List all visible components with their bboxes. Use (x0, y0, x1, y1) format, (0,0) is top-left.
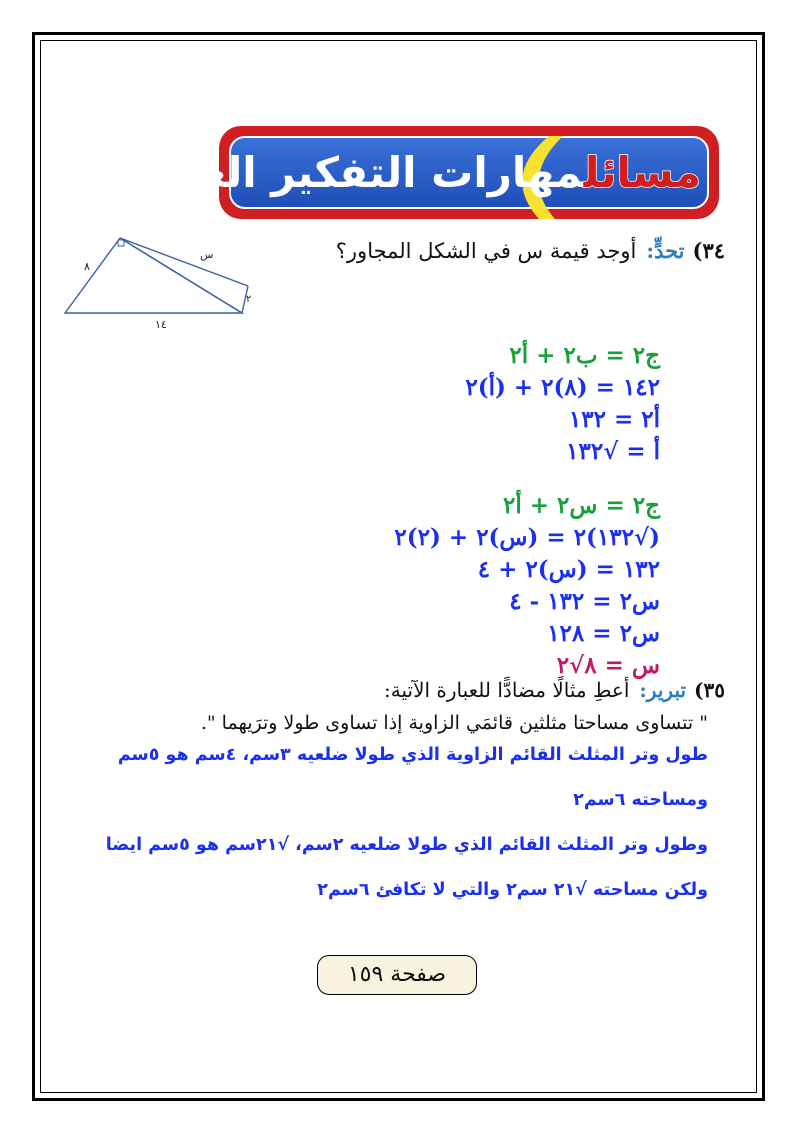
answer-line: طول وتر المثلث القائم الزاوية الذي طولا ضلعيه ٣سم، ٤سم هو ٥سم (117, 745, 708, 765)
answer-line: وطول وتر المثلث القائم الذي طولا ضلعيه ٢سم، √٢١سم هو ٥سم ايضا (105, 835, 708, 855)
banner-title (135, 138, 701, 208)
equation-line-result: س = ٨√٢ (556, 652, 660, 679)
question-text: أوجد قيمة س في الشكل المجاور؟ (335, 239, 637, 263)
triangle-figure (60, 228, 260, 331)
question-quote: " تتساوى مساحتا مثلثين قائمَي الزاوية إذا تساوى طولا وترَيهما ". (200, 712, 708, 734)
equation-line: ١٣٢ = (س)٢ + ٤ (477, 556, 660, 583)
section-banner (135, 126, 719, 219)
banner-word-rest: مهارات التفكير العليا: (135, 148, 584, 197)
equation-line: ج٢ = س٢ + أ٢ (503, 492, 660, 519)
equation-line: أ٢ = ١٣٢ (568, 406, 660, 433)
equation-line: س٢ = ١٣٢ - ٤ (509, 588, 660, 615)
banner-word-masail: مسائل (583, 148, 701, 197)
figure-label-side-x: س (200, 248, 214, 261)
solution-block-1 (465, 340, 660, 468)
equation-line: ج٢ = ب٢ + أ٢ (509, 342, 660, 369)
page-number: صفحة ١٥٩ (347, 962, 447, 987)
equation-line: أ = √١٣٢ (566, 438, 660, 465)
equation-line: س٢ = ١٢٨ (547, 620, 660, 647)
equation-line: ١٤٢ = (٨)٢ + (أ)٢ (465, 374, 660, 401)
figure-label-side-2: ٢ (246, 294, 252, 305)
equation-line: (√١٣٢)٢ = (س)٢ + (٢)٢ (394, 524, 660, 551)
answer-line: ولكن مساحته √٢١ سم٢ والتي لا تكافئ ٦سم٢ (317, 880, 708, 900)
question-number: ٣٤) (692, 238, 725, 263)
question-number: ٣٥) (694, 678, 725, 702)
question-text: أعطِ مثالًا مضادًّا للعبارة الآتية: (384, 678, 630, 702)
figure-label-side-8: ٨ (84, 260, 90, 273)
question-34 (336, 238, 725, 263)
question-keyword: تحدٍّ: (646, 238, 685, 263)
answer-line: ومساحته ٦سم٢ (573, 790, 708, 810)
solution-block-2 (394, 490, 660, 682)
page-number-box (317, 955, 477, 995)
question-keyword: تبرير: (639, 678, 687, 702)
figure-label-side-14: ١٤ (155, 318, 167, 331)
question-35 (384, 678, 725, 702)
